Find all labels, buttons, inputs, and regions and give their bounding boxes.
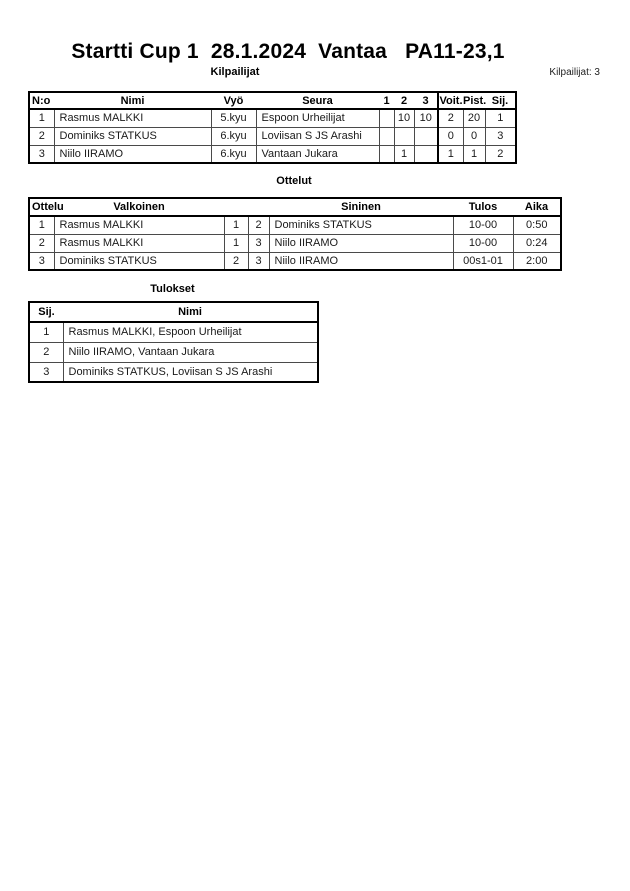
- cell-match2: [394, 127, 414, 145]
- cell-wins: 0: [438, 127, 463, 145]
- cell-time: 0:24: [513, 234, 561, 252]
- cell-match-number: 1: [29, 216, 54, 234]
- cell-blue-name: Niilo IIRAMO: [269, 234, 453, 252]
- col-header-match1: 1: [379, 92, 394, 109]
- table-header-row: [29, 198, 561, 216]
- cell-match1: [379, 109, 394, 127]
- cell-match2: 10: [394, 109, 414, 127]
- col-header-blue-no: [248, 198, 269, 216]
- table-row: [29, 322, 318, 342]
- cell-place: 2: [29, 342, 63, 362]
- cell-blue-no: 3: [248, 234, 269, 252]
- cell-place: 3: [485, 127, 516, 145]
- table-header-row: [29, 302, 318, 322]
- col-header-white-no: [224, 198, 248, 216]
- cell-club: Vantaan Jukara: [256, 145, 379, 163]
- cell-club: Loviisan S JS Arashi: [256, 127, 379, 145]
- cell-time: 0:50: [513, 216, 561, 234]
- col-header-nimi: Nimi: [63, 302, 318, 322]
- col-header-aika: Aika: [513, 198, 561, 216]
- cell-result: 10-00: [453, 216, 513, 234]
- cell-name-club: Rasmus MALKKI, Espoon Urheilijat: [63, 322, 318, 342]
- cell-match3: [414, 127, 438, 145]
- cell-white-name: Dominiks STATKUS: [54, 252, 224, 270]
- section-title-tulokset: Tulokset: [150, 283, 195, 295]
- col-header-sininen: Sininen: [269, 198, 453, 216]
- cell-points: 0: [463, 127, 485, 145]
- cell-match3: [414, 145, 438, 163]
- cell-points: 1: [463, 145, 485, 163]
- col-header-no: N:o: [29, 92, 54, 109]
- cell-points: 20: [463, 109, 485, 127]
- cell-number: 2: [29, 127, 54, 145]
- cell-name: Rasmus MALKKI: [54, 109, 211, 127]
- cell-white-name: Rasmus MALKKI: [54, 216, 224, 234]
- table-row: [29, 252, 561, 270]
- cell-club: Espoon Urheilijat: [256, 109, 379, 127]
- cell-result: 00s1-01: [453, 252, 513, 270]
- cell-time: 2:00: [513, 252, 561, 270]
- cell-blue-name: Niilo IIRAMO: [269, 252, 453, 270]
- section-title-ottelut: Ottelut: [276, 175, 312, 187]
- table-row: [29, 216, 561, 234]
- table-row: [29, 145, 516, 163]
- col-header-valkoinen: Valkoinen: [54, 198, 224, 216]
- section-title-kilpailijat: Kilpailijat: [210, 66, 260, 78]
- cell-wins: 2: [438, 109, 463, 127]
- cell-place: 2: [485, 145, 516, 163]
- col-header-ottelu: Ottelu: [29, 198, 54, 216]
- cell-result: 10-00: [453, 234, 513, 252]
- col-header-vyo: Vyö: [211, 92, 256, 109]
- cell-belt: 6.kyu: [211, 127, 256, 145]
- cell-name-club: Dominiks STATKUS, Loviisan S JS Arashi: [63, 362, 318, 382]
- cell-white-no: 1: [224, 234, 248, 252]
- ottelut-table: [28, 197, 562, 271]
- cell-match-number: 2: [29, 234, 54, 252]
- cell-belt: 5.kyu: [211, 109, 256, 127]
- cell-belt: 6.kyu: [211, 145, 256, 163]
- col-header-seura: Seura: [256, 92, 379, 109]
- cell-match3: 10: [414, 109, 438, 127]
- cell-match2: 1: [394, 145, 414, 163]
- cell-white-no: 2: [224, 252, 248, 270]
- cell-number: 1: [29, 109, 54, 127]
- col-header-nimi: Nimi: [54, 92, 211, 109]
- cell-place: 1: [29, 322, 63, 342]
- table-row: [29, 342, 318, 362]
- kilpailijat-table: [28, 91, 517, 164]
- cell-blue-name: Dominiks STATKUS: [269, 216, 453, 234]
- cell-wins: 1: [438, 145, 463, 163]
- cell-name: Niilo IIRAMO: [54, 145, 211, 163]
- table-row: [29, 362, 318, 382]
- cell-blue-no: 2: [248, 216, 269, 234]
- table-row: [29, 109, 516, 127]
- col-header-voit: Voit.: [438, 92, 463, 109]
- cell-match-number: 3: [29, 252, 54, 270]
- table-row: [29, 234, 561, 252]
- cell-number: 3: [29, 145, 54, 163]
- cell-place: 3: [29, 362, 63, 382]
- page-title: Startti Cup 1 28.1.2024 Vantaa PA11-23,1: [71, 40, 505, 63]
- cell-place: 1: [485, 109, 516, 127]
- col-header-sij: Sij.: [29, 302, 63, 322]
- cell-name-club: Niilo IIRAMO, Vantaan Jukara: [63, 342, 318, 362]
- cell-blue-no: 3: [248, 252, 269, 270]
- cell-white-no: 1: [224, 216, 248, 234]
- competitors-count: Kilpailijat: 3: [549, 67, 600, 78]
- tulokset-table: [28, 301, 319, 383]
- cell-name: Dominiks STATKUS: [54, 127, 211, 145]
- cell-match1: [379, 145, 394, 163]
- table-header-row: [29, 92, 516, 109]
- col-header-match2: 2: [394, 92, 414, 109]
- table-row: [29, 127, 516, 145]
- cell-match1: [379, 127, 394, 145]
- cell-white-name: Rasmus MALKKI: [54, 234, 224, 252]
- col-header-match3: 3: [414, 92, 438, 109]
- col-header-sij: Sij.: [485, 92, 516, 109]
- col-header-pist: Pist.: [463, 92, 485, 109]
- col-header-tulos: Tulos: [453, 198, 513, 216]
